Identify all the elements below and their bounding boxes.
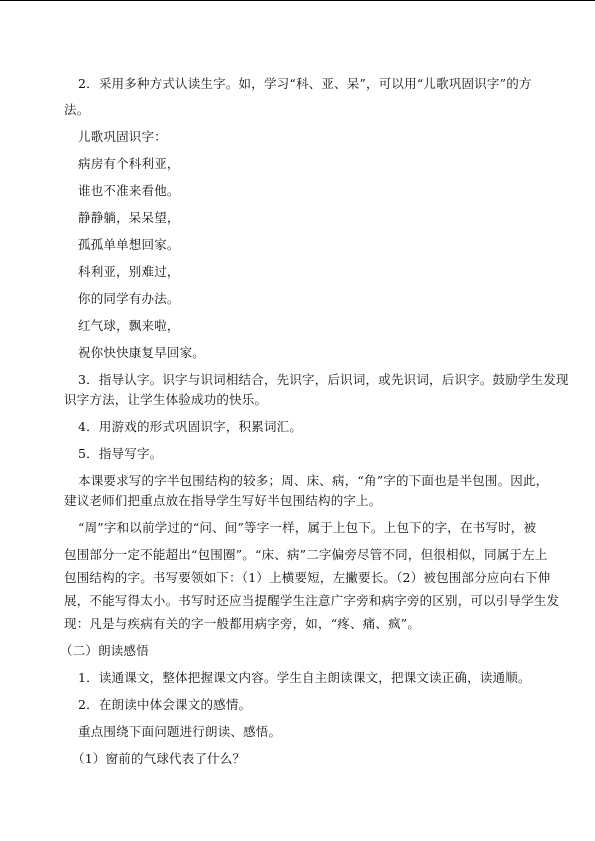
rhyme-line-4: 孤孤单单想回家。 bbox=[78, 237, 180, 252]
paragraph-writing-intro-cont: 建议老师们把重点放在指导学生写好半包围结构的字上。 bbox=[64, 493, 382, 508]
rhyme-line-5: 科利亚，别难过， bbox=[78, 264, 180, 279]
rhyme-line-3: 静静躺，呆呆望， bbox=[78, 210, 180, 225]
paragraph-writing-tips-cont-2: 包围结构的字。书写要领如下：（1）上横要短，左撇要长。（2）被包围部分应向右下伸 bbox=[64, 570, 551, 585]
section-heading-reading: （二）朗读感悟 bbox=[60, 643, 149, 658]
paragraph-method-2-cont: 法。 bbox=[64, 102, 90, 117]
question-1: （1）窗前的气球代表了什么？ bbox=[72, 751, 246, 766]
paragraph-reading-focus: 重点围绕下面问题进行朗读、感悟。 bbox=[78, 724, 282, 739]
paragraph-reading-2: 2．在朗读中体会课文的感情。 bbox=[78, 697, 252, 712]
paragraph-method-3-cont: 识字方法，让学生体验成功的快乐。 bbox=[64, 392, 268, 407]
rhyme-heading: 儿歌巩固识字： bbox=[78, 129, 167, 144]
paragraph-writing-intro: 本课要求写的字半包围结构的较多；周、床、病，“角”字的下面也是半包围。因此， bbox=[78, 473, 549, 488]
paragraph-method-3: 3．指导认字。识字与识词相结合，先识字，后识词，或先识词，后识字。鼓励学生发现 bbox=[78, 372, 569, 387]
rhyme-line-1: 病房有个科利亚， bbox=[78, 156, 180, 171]
rhyme-line-2: 谁也不准来看他。 bbox=[78, 183, 180, 198]
paragraph-writing-tips-cont-1: 包围部分一定不能超出“包围圈”。“床、病”二字偏旁尽管不同，但很相似，同属于左上 bbox=[64, 547, 548, 562]
paragraph-reading-1: 1．读通课文，整体把握课文内容。学生自主朗读课文，把课文读正确，读通顺。 bbox=[78, 670, 531, 685]
paragraph-writing-tips-cont-3: 展，不能写得太小。书写时还应当提醒学生注意广字旁和病字旁的区别，可以引导学生发 bbox=[64, 593, 560, 608]
paragraph-writing-tips: “周”字和以前学过的“问、间”等字一样，属于上包下。上包下的字，在书写时，被 bbox=[78, 520, 537, 535]
paragraph-writing-tips-cont-4: 现：凡是与疾病有关的字一般都用病字旁，如，“疼、痛、疯”。 bbox=[64, 616, 421, 631]
rhyme-line-8: 祝你快快康复早回家。 bbox=[78, 345, 206, 360]
paragraph-method-4: 4．用游戏的形式巩固识字，积累词汇。 bbox=[78, 419, 303, 434]
paragraph-method-2: 2．采用多种方式认读生字。如，学习“科、亚、呆”，可以用“儿歌巩固识字”的方 bbox=[78, 76, 532, 91]
paragraph-method-5: 5．指导写字。 bbox=[78, 446, 163, 461]
rhyme-line-6: 你的同学有办法。 bbox=[78, 291, 180, 306]
rhyme-line-7: 红气球，飘来啦， bbox=[78, 318, 180, 333]
